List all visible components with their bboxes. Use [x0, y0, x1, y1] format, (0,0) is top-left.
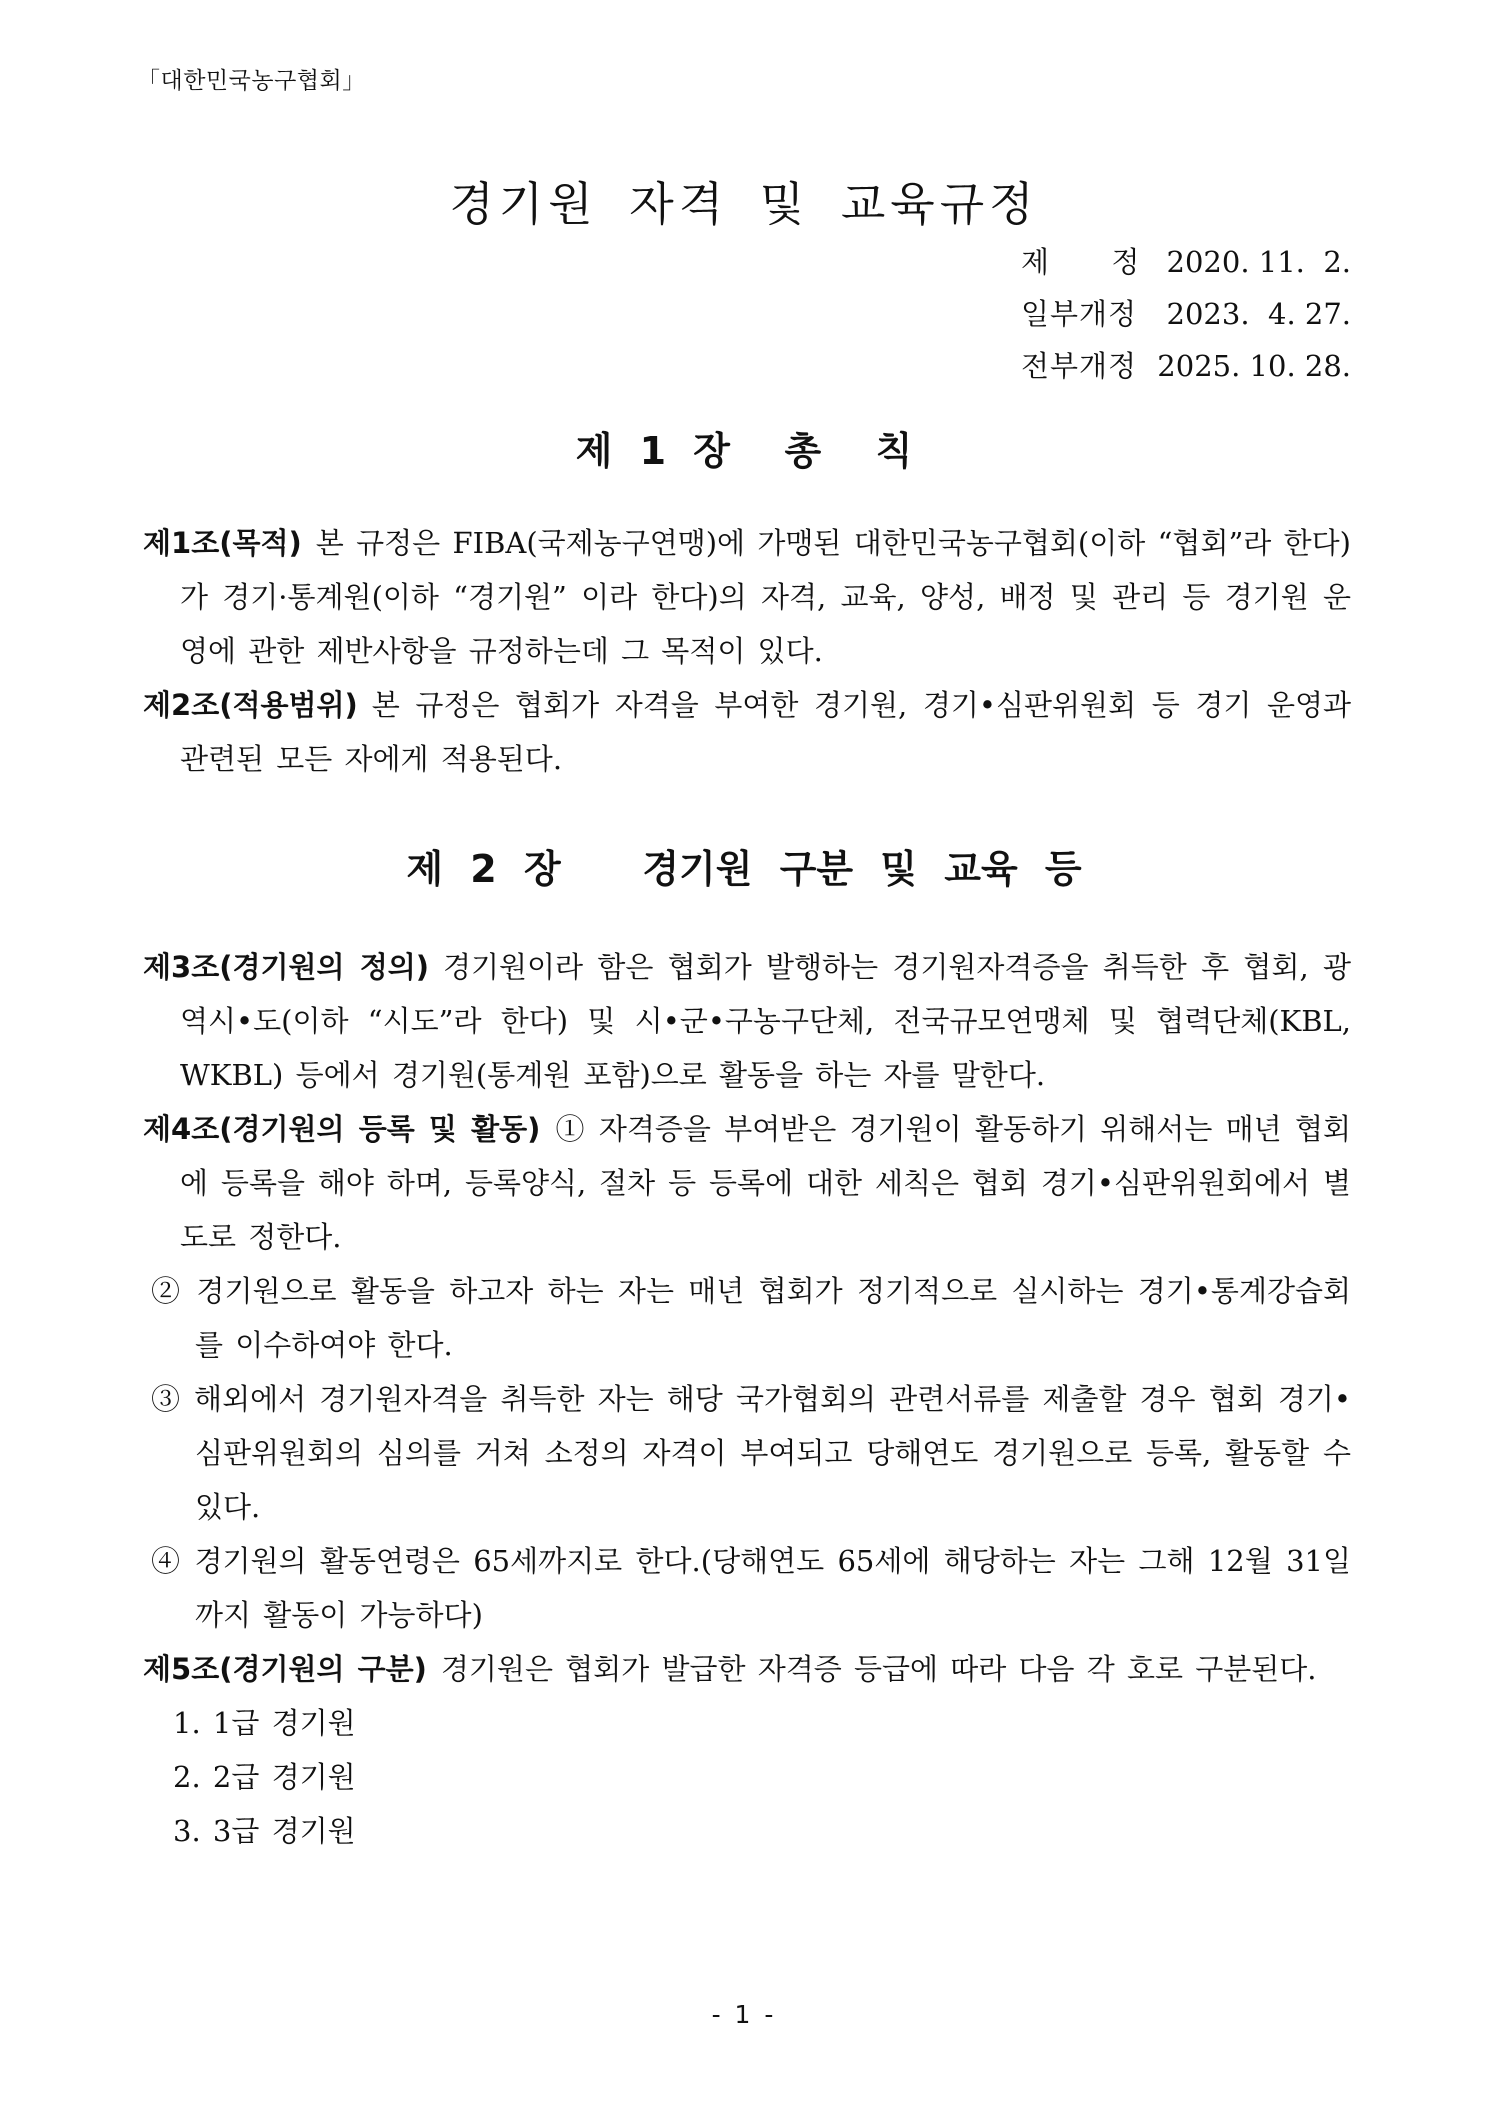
organization-header: 「대한민국농구협회」: [137, 68, 366, 94]
revision-row: [1021, 236, 1351, 288]
article-5-item-3: 3. 3급 경기원: [173, 1814, 356, 1848]
article-title: 제1조(목적): [143, 526, 302, 560]
revision-date: 2025. 10. 28.: [1157, 349, 1351, 383]
articles-chapter-2: [143, 940, 1351, 1858]
article-title: 제2조(적용범위): [143, 688, 358, 722]
article-text: 본 규정은 협회가 자격을 부여한 경기원, 경기•심판위원회 등 경기 운영과 관련된 모든 자에게 적용된다.: [180, 688, 1351, 776]
revision-label: 전부개정: [1021, 349, 1138, 383]
revision-row: [1021, 340, 1351, 392]
article-4-paragraph-3: ③ 해외에서 경기원자격을 취득한 자는 해당 국가협회의 관련서류를 제출할 경우 협회 경기•심판위원회의 심의를 거쳐 소정의 자격이 부여되고 당해연도 경기원으로 등록, 활동할 수 있다.: [151, 1382, 1351, 1524]
article-4: [143, 1102, 1351, 1264]
document-title: 경기원 자격 및 교육규정: [449, 177, 1039, 231]
revision-history: [1021, 236, 1351, 392]
article-4-paragraph-4: ④ 경기원의 활동연령은 65세까지로 한다.(당해연도 65세에 해당하는 자는 그해 12월 31일까지 활동이 가능하다): [151, 1544, 1351, 1632]
article-4-paragraph-2: ② 경기원으로 활동을 하고자 하는 자는 매년 협회가 정기적으로 실시하는 경기•통계강습회를 이수하여야 한다.: [151, 1274, 1351, 1362]
article-5-item-1: 1. 1급 경기원: [173, 1706, 356, 1740]
revision-date: 2023. 4. 27.: [1166, 297, 1351, 331]
article-text: ① 자격증을 부여받은 경기원이 활동하기 위해서는 매년 협회에 등록을 해야 하며, 등록양식, 절차 등 등록에 대한 세칙은 협회 경기•심판위원회에서 별도로 정한다.: [180, 1112, 1351, 1254]
article-title: 제5조(경기원의 구분): [143, 1652, 427, 1686]
revision-label: 제 정: [1021, 245, 1141, 279]
article-5: [143, 1642, 1351, 1696]
article-text: 경기원은 협회가 발급한 자격증 등급에 따라 다음 각 호로 구분된다.: [440, 1652, 1317, 1686]
revision-row: [1021, 288, 1351, 340]
article-5-item-2: 2. 2급 경기원: [173, 1760, 356, 1794]
articles-chapter-1: [143, 516, 1351, 786]
article-title: 제3조(경기원의 정의): [143, 950, 429, 984]
article-title: 제4조(경기원의 등록 및 활동): [143, 1112, 541, 1146]
article-text: 경기원이라 함은 협회가 발행하는 경기원자격증을 취득한 후 협회, 광역시•도(이하 “시도”라 한다) 및 시•군•구농구단체, 전국규모연맹체 및 협력단체(KBL, WKBL) 등에서 경기원(통계원 포함)으로 활동을 하는 자를 말한다.: [180, 950, 1351, 1092]
chapter-2-heading: 제 2 장 경기원 구분 및 교육 등: [406, 847, 1082, 891]
article-2: [143, 678, 1351, 786]
revision-date: 2020. 11. 2.: [1166, 245, 1351, 279]
page-number: - 1 -: [711, 2000, 777, 2029]
revision-label: 일부개정: [1021, 297, 1138, 331]
article-text: 본 규정은 FIBA(국제농구연맹)에 가맹된 대한민국농구협회(이하 “협회”라 한다)가 경기·통계원(이하 “경기원” 이라 한다)의 자격, 교육, 양성, 배정 및 관리 등 경기원 운영에 관한 제반사항을 규정하는데 그 목적이 있다.: [180, 526, 1351, 668]
article-3: [143, 940, 1351, 1102]
chapter-1-heading: 제 1 장 총 칙: [575, 429, 913, 473]
article-1: [143, 516, 1351, 678]
